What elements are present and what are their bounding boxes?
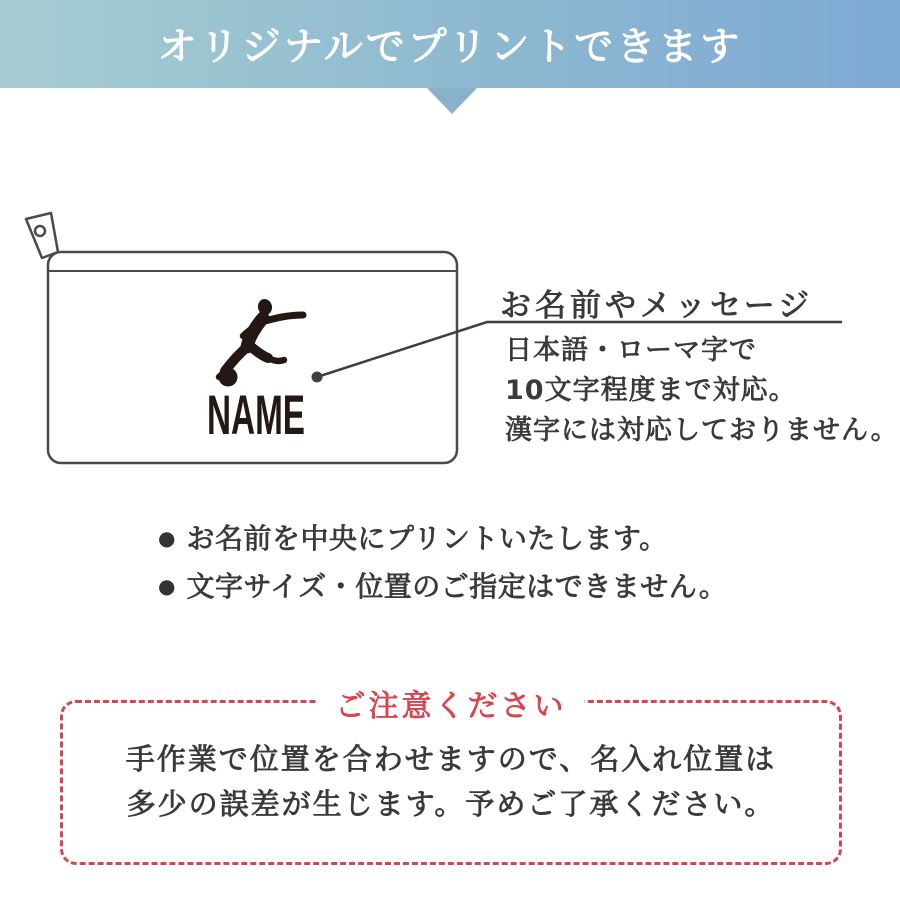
caution-line: 手作業で位置を合わせますので、名入れ位置は (125, 742, 777, 776)
list-item (158, 570, 727, 603)
callout-line: 漢字には対応しておりません。 (505, 415, 899, 446)
header-banner (0, 0, 900, 88)
zipper-pull-icon (26, 213, 58, 258)
bullet-icon: ● (158, 574, 176, 598)
note-text: お名前を中央にプリントいたします。 (186, 522, 668, 555)
list-item (158, 522, 727, 555)
caution-box (60, 689, 842, 865)
banner-title: オリジナルでプリントできます (157, 25, 743, 70)
bullet-icon: ● (158, 526, 176, 550)
callout-line: 日本語・ローマ字で (505, 335, 757, 366)
caution-line: 多少の誤差が生じます。予めご了承ください。 (126, 787, 776, 821)
callout-line: 10文字程度まで対応。 (505, 375, 797, 406)
notes-list (158, 522, 727, 618)
callout-body (505, 331, 899, 451)
banner-pointer-triangle (427, 88, 477, 114)
printed-name-sample: NAME (207, 383, 305, 446)
callout-heading: お名前やメッセージ (500, 288, 814, 324)
caution-body (63, 737, 839, 827)
note-text: 文字サイズ・位置のご指定はできません。 (186, 570, 728, 603)
caution-title: ご注意ください (318, 681, 585, 725)
